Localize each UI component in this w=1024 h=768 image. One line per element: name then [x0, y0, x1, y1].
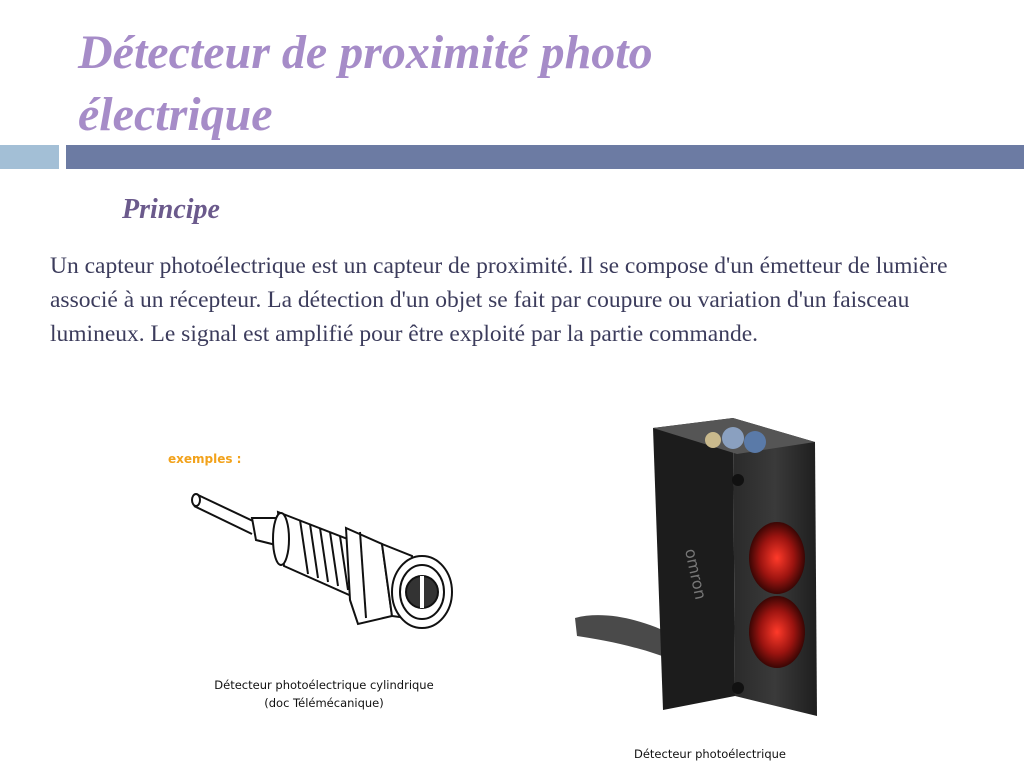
- caption-left-line-2: (doc Télémécanique): [264, 696, 384, 710]
- rectangular-sensor-caption: Détecteur photoélectrique: [633, 747, 787, 761]
- header-bar-accent: [0, 145, 59, 169]
- title-line-1: Détecteur de proximité photo: [78, 26, 653, 79]
- cylindrical-sensor-caption: [190, 676, 458, 712]
- cylindrical-sensor-drawing: [160, 440, 460, 670]
- body-paragraph: Un capteur photoélectrique est un capteur de proximité. Il se compose d'un émetteur de lumière associé à un récepteur. La détection d'un objet se fait par coupure ou variation d'un faisceau lumineux. Le signal est amplifié pour être exploité par la partie commande.: [50, 253, 948, 347]
- section-subtitle: Principe: [122, 194, 220, 225]
- caption-left-line-1: Détecteur photoélectrique cylindrique: [214, 678, 434, 692]
- rectangular-sensor-drawing: [565, 400, 855, 730]
- brand-text: omron: [681, 546, 711, 602]
- slide-title: [78, 22, 978, 146]
- rectangular-sensor-image: [565, 400, 855, 730]
- examples-label: exemples :: [168, 452, 242, 466]
- title-line-2: électrique: [78, 88, 273, 141]
- header-bar: [66, 145, 1024, 169]
